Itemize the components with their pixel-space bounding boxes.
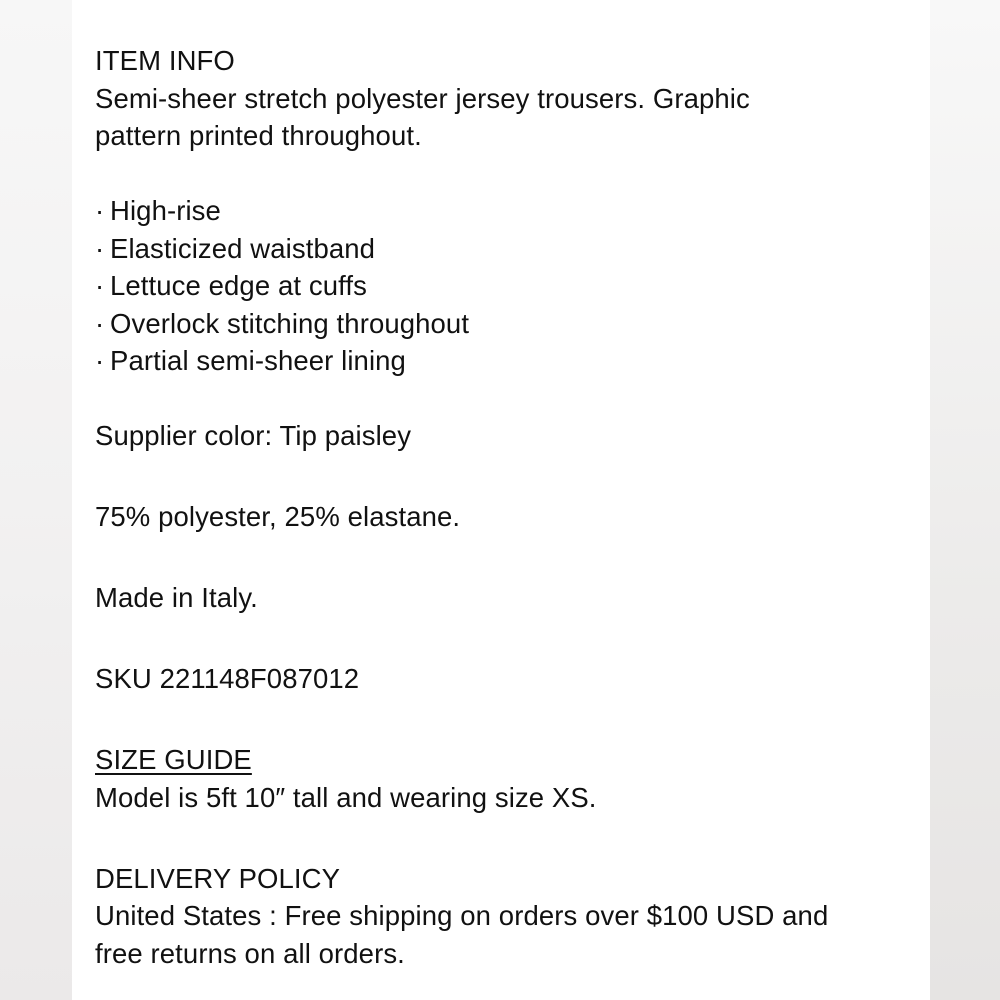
item-description-line-2: pattern printed throughout.	[95, 120, 422, 151]
model-size-info: Model is 5ft 10″ tall and wearing size XS.	[95, 781, 597, 813]
feature-label: Partial semi-sheer lining	[110, 345, 406, 376]
feature-item	[95, 230, 915, 268]
country-of-origin: Made in Italy.	[95, 582, 258, 613]
bullet-icon: ·	[95, 307, 105, 339]
composition: 75% polyester, 25% elastane.	[95, 501, 461, 532]
spacer	[95, 380, 915, 418]
product-details-content	[95, 42, 915, 972]
item-info-heading: ITEM INFO	[95, 45, 235, 76]
spacer	[95, 536, 915, 580]
feature-list	[95, 192, 915, 380]
right-margin-background	[930, 0, 1000, 1000]
left-margin-background	[0, 0, 72, 1000]
delivery-policy-text-line-2: free returns on all orders.	[95, 937, 405, 969]
bullet-icon: ·	[95, 345, 105, 376]
spacer	[95, 698, 915, 742]
delivery-policy-text-line-1: United States : Free shipping on orders over $100 USD and	[95, 900, 829, 931]
sku-number: SKU 221148F087012	[95, 663, 360, 694]
spacer	[95, 455, 915, 499]
feature-label: High-rise	[110, 195, 221, 226]
spacer	[95, 816, 915, 860]
feature-label: Elasticized waistband	[110, 232, 376, 264]
feature-label: Lettuce edge at cuffs	[110, 270, 367, 301]
feature-item	[95, 305, 915, 343]
delivery-policy-heading: DELIVERY POLICY	[95, 862, 341, 894]
feature-item	[95, 342, 915, 380]
item-info-section	[95, 42, 915, 698]
feature-item	[95, 192, 915, 230]
spacer	[95, 155, 915, 193]
bullet-icon: ·	[95, 232, 105, 264]
supplier-color: Supplier color: Tip paisley	[95, 420, 412, 451]
delivery-policy-section	[95, 860, 915, 973]
size-guide-section	[95, 741, 915, 816]
item-description-line-1: Semi-sheer stretch polyester jersey trousers. Graphic	[95, 82, 750, 114]
feature-label: Overlock stitching throughout	[110, 307, 470, 339]
size-guide-link[interactable]: SIZE GUIDE	[95, 744, 252, 775]
bullet-icon: ·	[95, 195, 105, 226]
bullet-icon: ·	[95, 270, 105, 301]
feature-item	[95, 267, 915, 305]
spacer	[95, 617, 915, 661]
